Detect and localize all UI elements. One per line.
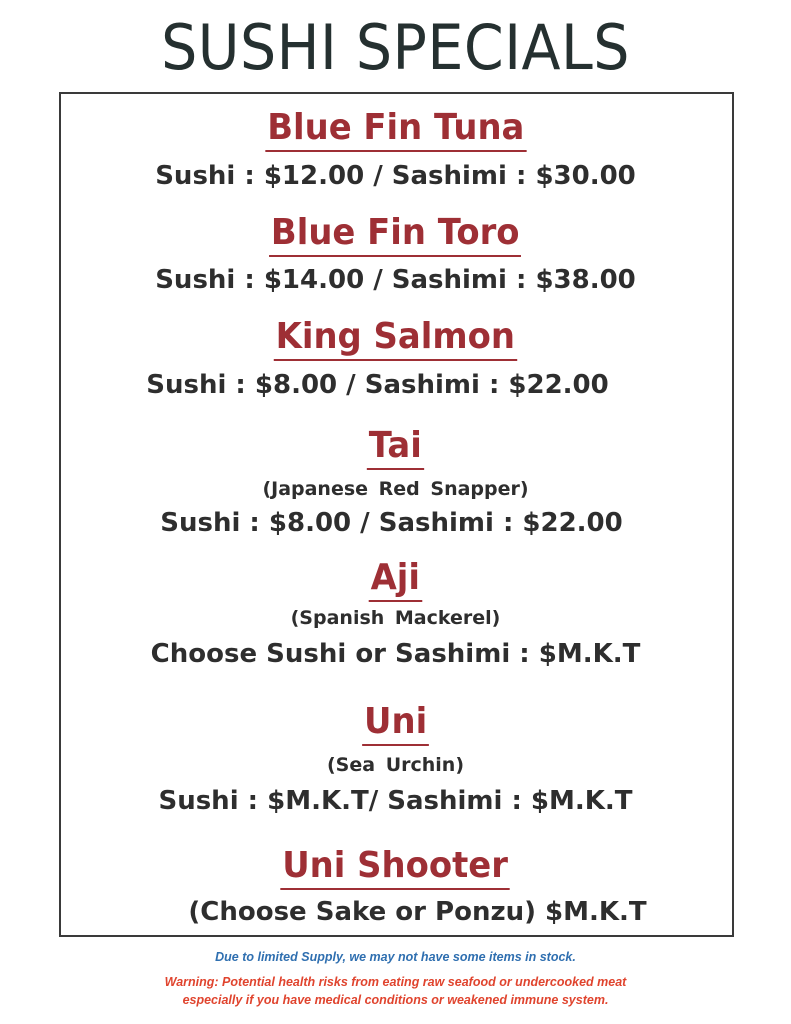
menu-item-price: Sushi : $8.00 / Sashimi : $22.00 <box>160 508 623 538</box>
health-warning-line-1: Warning: Potential health risks from eating raw seafood or undercooked meat <box>164 975 627 989</box>
item-name-text: Tai <box>367 425 424 470</box>
health-warning-line-2: especially if you have medical conditions or weakened immune system. <box>182 993 609 1007</box>
page-title: SUSHI SPECIALS <box>161 11 630 84</box>
menu-item-price: Sushi : $14.00 / Sashimi : $38.00 <box>155 265 636 295</box>
stock-notice: Due to limited Supply, we may not have some items in stock. <box>215 950 576 964</box>
menu-item-price: Sushi : $12.00 / Sashimi : $30.00 <box>155 161 636 191</box>
menu-item-price: Sushi : $M.K.T/ Sashimi : $M.K.T <box>158 786 633 816</box>
menu-item-name <box>0 212 791 257</box>
menu-item-price: (Choose Sake or Ponzu) $M.K.T <box>188 897 647 927</box>
menu-item-name <box>0 425 791 470</box>
menu-item-subtitle: (Japanese Red Snapper) <box>262 478 529 500</box>
menu-item-name <box>0 701 791 746</box>
menu-item-subtitle: (Sea Urchin) <box>327 754 464 776</box>
item-name-text: Blue Fin Tuna <box>265 107 526 152</box>
menu-item-price: Choose Sushi or Sashimi : $M.K.T <box>150 639 641 669</box>
menu-item-subtitle: (Spanish Mackerel) <box>290 607 501 629</box>
item-name-text: Blue Fin Toro <box>269 212 521 257</box>
menu-item-name <box>0 107 791 152</box>
item-name-text: King Salmon <box>274 316 517 361</box>
item-name-text: Uni <box>362 701 429 746</box>
item-name-text: Aji <box>369 557 422 602</box>
menu-item-name <box>0 557 791 602</box>
menu-item-name <box>0 316 791 361</box>
menu-item-name <box>0 845 791 890</box>
menu-item-price: Sushi : $8.00 / Sashimi : $22.00 <box>146 370 609 400</box>
item-name-text: Uni Shooter <box>281 845 510 890</box>
